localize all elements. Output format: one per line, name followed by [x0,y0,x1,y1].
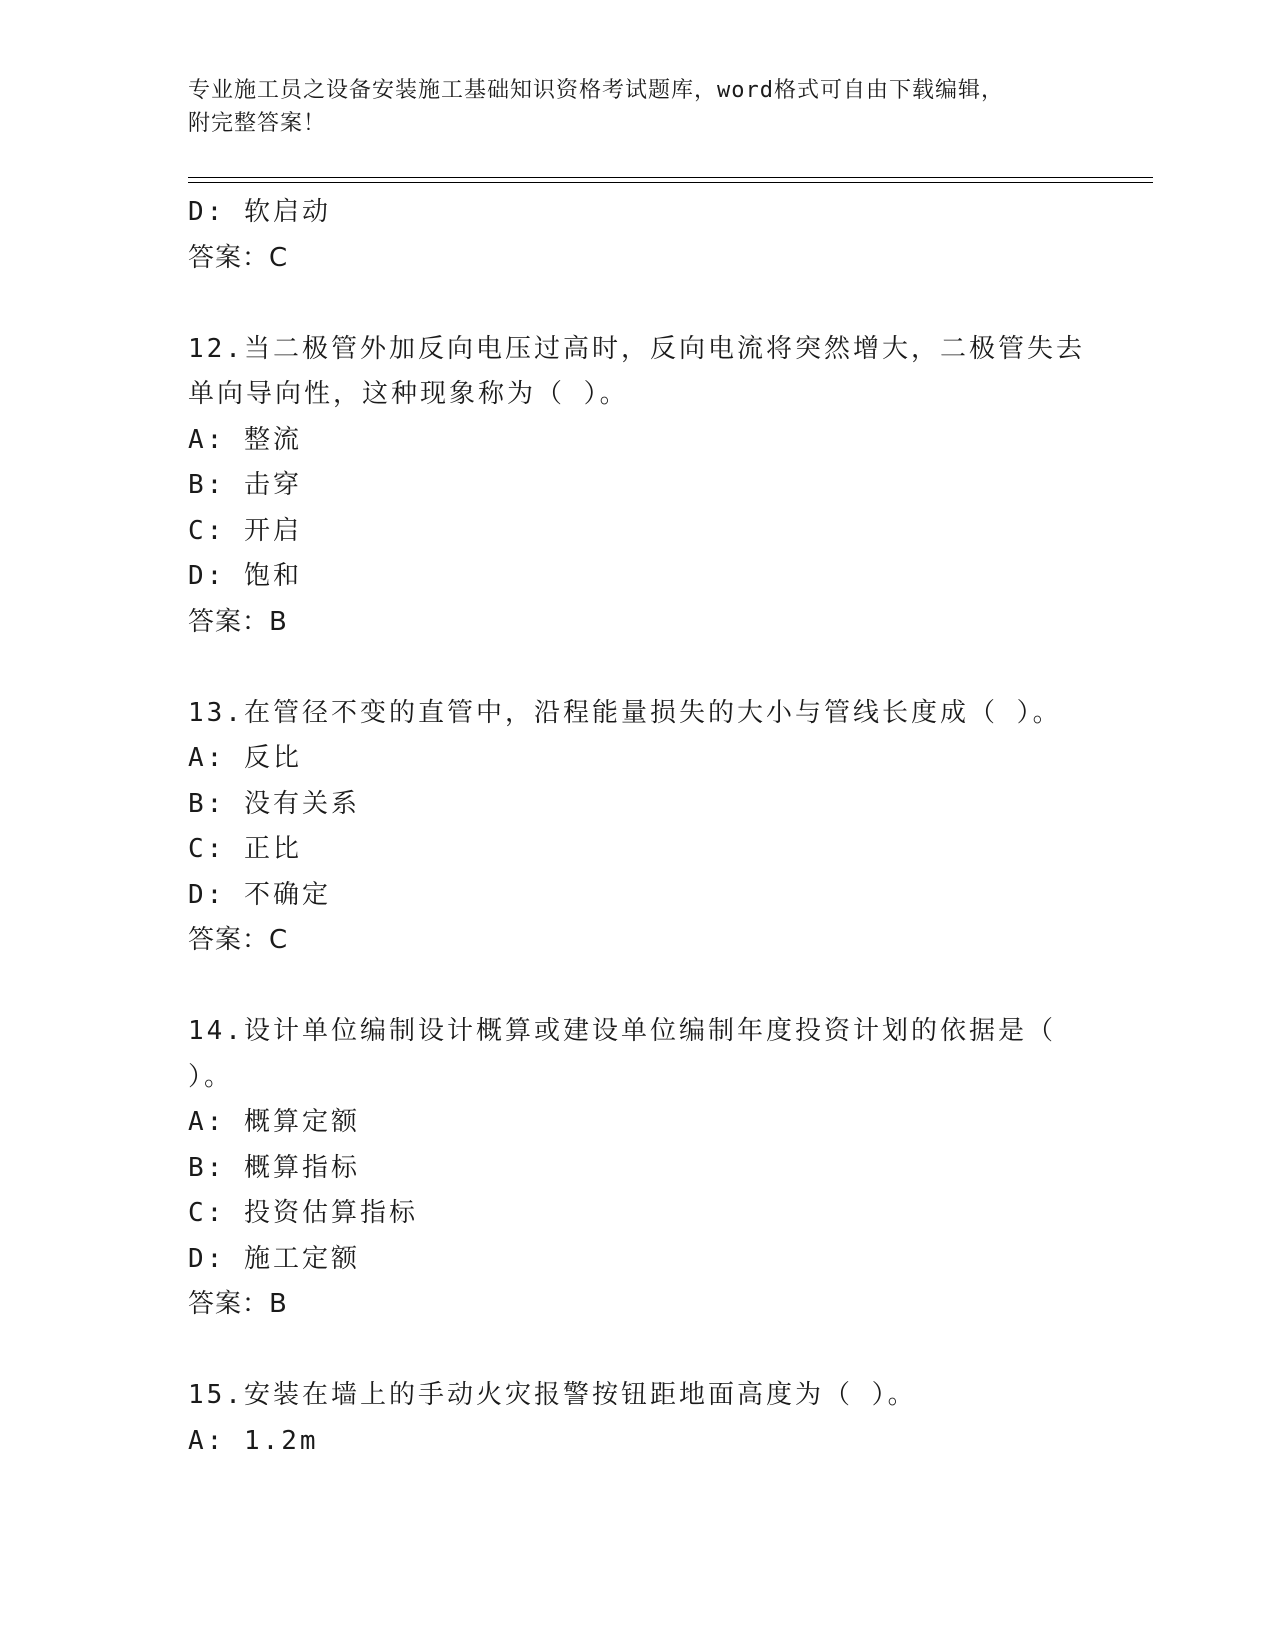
option-c: C: 正比 [188,834,302,864]
question-14 [188,1009,1088,1328]
header-rule-bottom [188,182,1153,183]
answer: 答案：B [188,1289,288,1319]
answer: 答案：B [188,606,288,637]
question-list [188,190,1088,1464]
prev-option-d: D: 软启动 [188,197,331,227]
question-text: 13.在管径不变的直管中，沿程能量损失的大小与管线长度成（ ）。 [188,697,1062,728]
question-13 [188,691,1088,964]
option-c: C: 投资估算指标 [188,1198,418,1228]
spacer [188,964,1088,1010]
question-text: 12.当二极管外加反向电压过高时，反向电流将突然增大，二极管失去 [188,333,1085,364]
spacer [188,1328,1088,1374]
question-12 [188,327,1088,646]
option-d: D: 不确定 [188,879,331,910]
document-header [188,74,1088,140]
answer: 答案：C [188,925,289,955]
option-a: A: 1.2m [188,1425,319,1456]
prev-answer: 答案：C [188,242,289,273]
header-line-1: 专业施工员之设备安装施工基础知识资格考试题库，word格式可自由下载编辑， [188,78,1004,103]
question-text-cont: ）。 [188,1061,234,1092]
question-text: 14.设计单位编制设计概算或建设单位编制年度投资计划的依据是（ [188,1016,1056,1046]
option-b: B: 击穿 [188,470,302,500]
option-a: A: 概算定额 [188,1107,360,1137]
question-text: 15.安装在墙上的手动火灾报警按钮距地面高度为（ ）。 [188,1380,917,1410]
option-c: C: 开启 [188,515,302,546]
header-line-2: 附完整答案！ [188,111,327,136]
question-text-cont: 单向导向性，这种现象称为（ ）。 [188,379,629,409]
question-15 [188,1373,1088,1464]
spacer [188,281,1088,327]
option-b: B: 没有关系 [188,788,360,819]
option-a: A: 整流 [188,424,302,455]
option-d: D: 饱和 [188,561,302,591]
header-rule-top [188,177,1153,178]
option-a: A: 反比 [188,743,302,773]
spacer [188,645,1088,691]
option-d: D: 施工定额 [188,1243,360,1274]
option-b: B: 概算指标 [188,1152,360,1183]
